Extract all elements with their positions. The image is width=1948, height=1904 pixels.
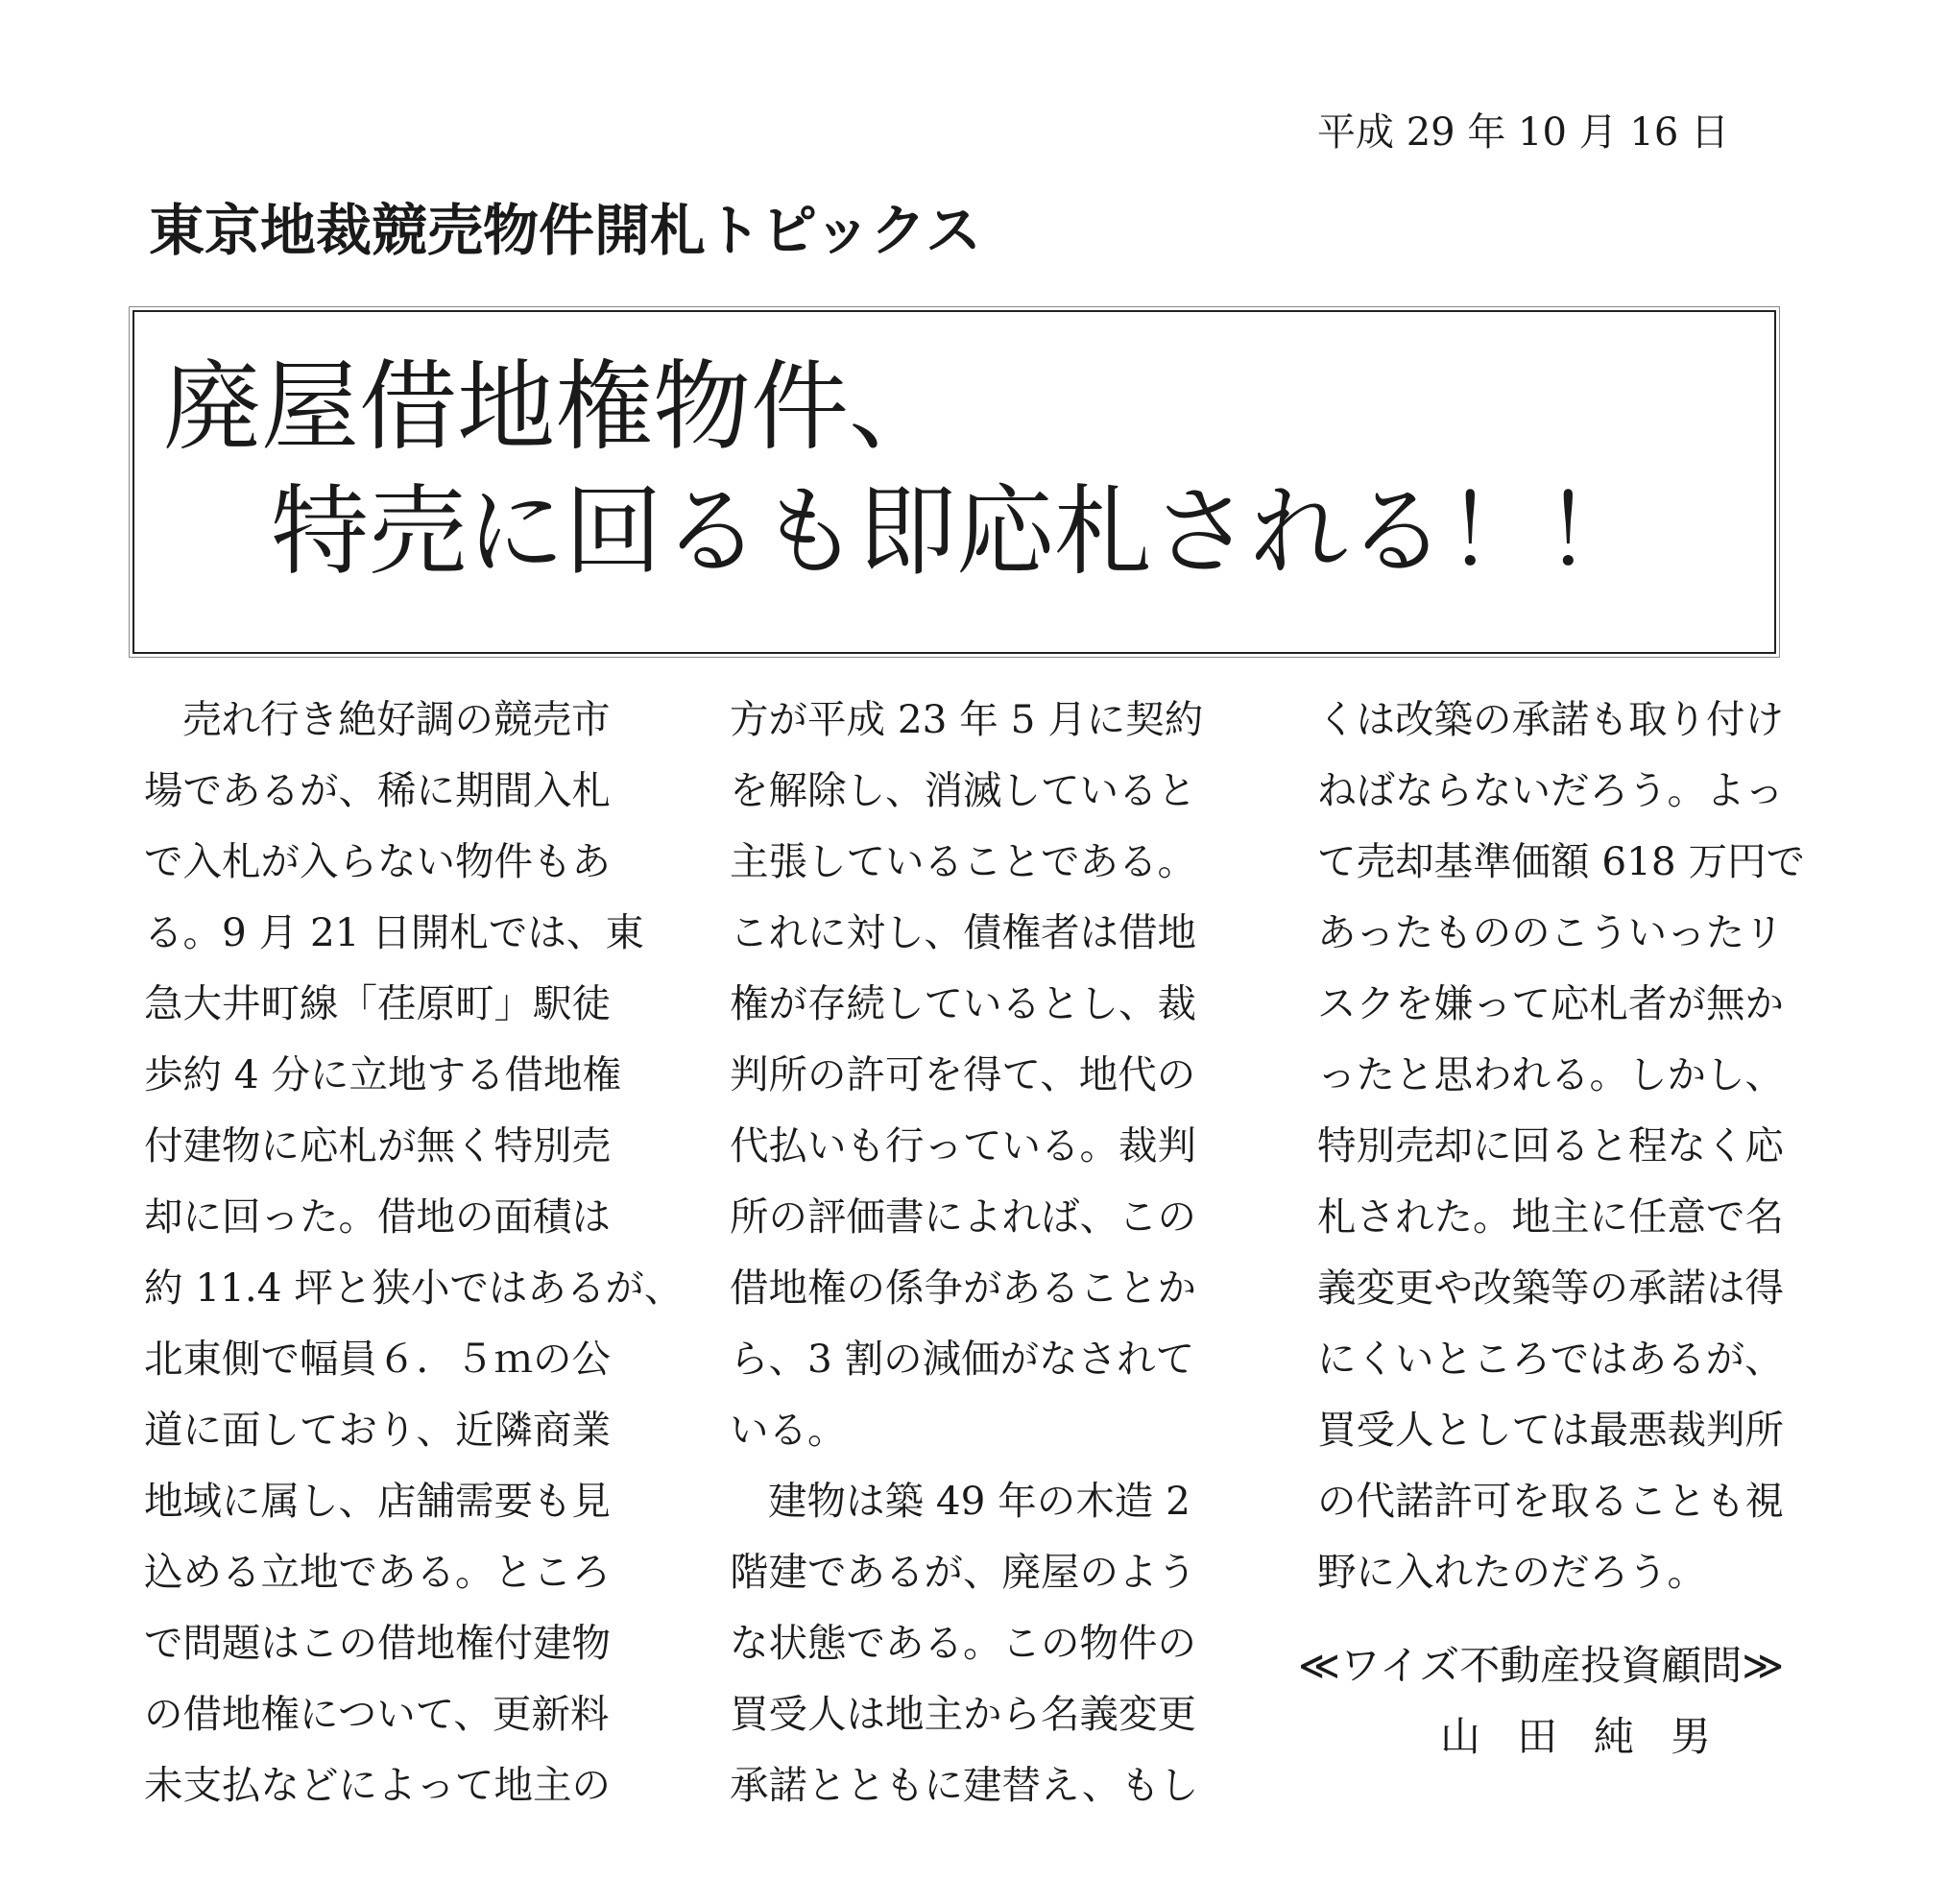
- publication-date: 平成 29 年 10 月 16 日: [1317, 110, 1729, 155]
- text-line: 買受人としては最悪裁判所: [1317, 1407, 1784, 1453]
- series-title: 東京地裁競売物件開札トピックス: [149, 198, 982, 263]
- text-line: 札された。地主に任意で名: [1317, 1193, 1784, 1240]
- text-line: いる。: [730, 1407, 847, 1453]
- text-line: ねばならないだろう。よっ: [1317, 767, 1784, 813]
- text-line: ったと思われる。しかし、: [1317, 1051, 1784, 1097]
- text-line: 約 11.4 坪と狭小ではあるが、: [144, 1265, 684, 1311]
- text-line: 判所の許可を得て、地代の: [730, 1051, 1196, 1097]
- text-line: 承諾とともに建替え、もし: [730, 1762, 1199, 1808]
- text-line: 地域に属し、店舗需要も見: [144, 1478, 611, 1524]
- headline-line-1: 廃屋借地権物件、: [163, 350, 947, 465]
- text-line: で入札が入らない物件もあ: [144, 838, 611, 884]
- author-organization: ≪ワイズ不動産投資顧問≫: [1298, 1642, 1785, 1689]
- author-name: 山田純男: [1440, 1713, 1748, 1760]
- text-line: の代諾許可を取ることも視: [1317, 1478, 1784, 1524]
- text-line: 主張していることである。: [730, 838, 1196, 884]
- text-line: 売れ行き絶好調の競売市: [182, 696, 611, 742]
- text-line: あったもののこういったリ: [1317, 909, 1784, 955]
- text-line: ら、3 割の減価がなされて: [730, 1336, 1195, 1382]
- headline-box: [132, 310, 1776, 654]
- text-line: 未支払などによって地主の: [144, 1762, 611, 1808]
- text-line: て売却基準価額 618 万円で: [1317, 838, 1806, 884]
- text-line: 代払いも行っている。裁判: [730, 1122, 1196, 1169]
- text-line: 場であるが、稀に期間入札: [144, 767, 611, 813]
- text-line: 北東側で幅員６．５ｍの公: [144, 1336, 611, 1382]
- text-line: くは改築の承諾も取り付け: [1317, 696, 1784, 742]
- article-column-2: [730, 684, 1267, 1820]
- text-line: 野に入れたのだろう。: [1317, 1549, 1706, 1595]
- text-line: で問題はこの借地権付建物: [144, 1620, 611, 1666]
- text-line: 付建物に応札が無く特別売: [144, 1122, 611, 1169]
- text-line: 建物は築 49 年の木造 2: [768, 1478, 1190, 1524]
- text-line: 借地権の係争があることか: [730, 1265, 1196, 1311]
- text-line: 特別売却に回ると程なく応: [1317, 1122, 1784, 1169]
- text-line: 権が存続しているとし、裁: [730, 980, 1196, 1026]
- text-line: 急大井町線「荏原町」駅徒: [144, 980, 611, 1026]
- article-column-1: [144, 684, 682, 1820]
- text-line: 却に回った。借地の面積は: [144, 1193, 611, 1240]
- text-line: を解除し、消滅していると: [730, 767, 1196, 813]
- text-line: 道に面しており、近隣商業: [144, 1407, 611, 1453]
- text-line: これに対し、債権者は借地: [730, 909, 1196, 955]
- text-line: な状態である。この物件の: [730, 1620, 1196, 1666]
- text-line: 込める立地である。ところ: [144, 1549, 611, 1595]
- text-line: 歩約 4 分に立地する借地権: [144, 1051, 622, 1097]
- text-line: 義変更や改築等の承諾は得: [1317, 1265, 1784, 1311]
- text-line: 買受人は地主から名義変更: [730, 1691, 1196, 1737]
- text-line: の借地権について、更新料: [144, 1691, 610, 1737]
- text-line: 方が平成 23 年 5 月に契約: [730, 696, 1204, 742]
- text-line: る。9 月 21 日開札では、東: [144, 909, 644, 955]
- text-line: 階建であるが、廃屋のよう: [730, 1549, 1196, 1595]
- headline-line-2: 特売に回るも即応札される！！: [271, 475, 1642, 590]
- article-column-3: [1317, 684, 1855, 1607]
- text-line: スクを嫌って応札者が無か: [1317, 980, 1784, 1026]
- text-line: 所の評価書によれば、この: [730, 1193, 1196, 1240]
- text-line: にくいところではあるが、: [1317, 1336, 1784, 1382]
